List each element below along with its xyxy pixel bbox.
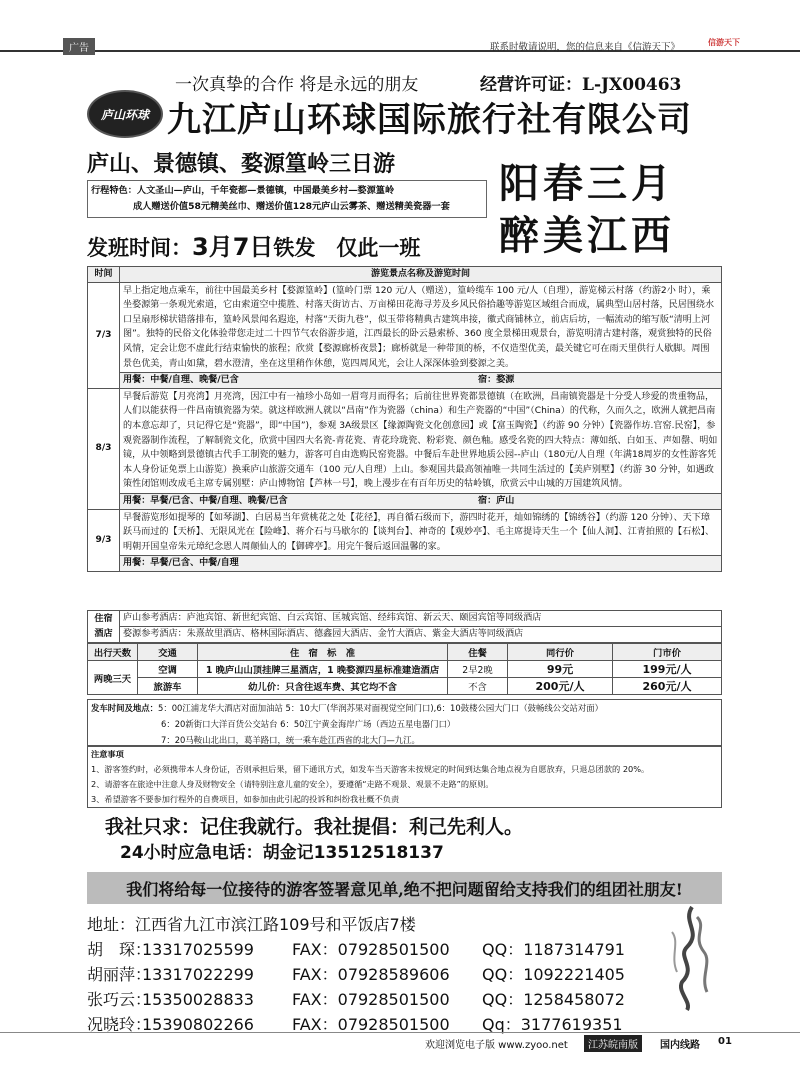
emergency-hotline: 24小时应急电话：胡金记13512518137: [120, 843, 444, 863]
stay-label: 宿：庐山: [478, 495, 515, 506]
ad-tag: 广告: [63, 38, 95, 55]
hotel-line: 婺源参考酒店：朱熹故里酒店、格林国际酒店、德鑫园大酒店、金竹大酒店、紫金大酒店等同级酒店: [120, 627, 722, 643]
table-header: 出行天数: [88, 644, 138, 661]
notes-box: [87, 746, 722, 808]
departure-point: 7：20马鞍山北出口，葛羊路口，统一乘车赴江西省的北大门—九江。: [161, 735, 420, 745]
contact-mobile: 15350028833: [142, 990, 254, 1009]
contact-name: 胡 琛：: [87, 940, 152, 959]
contact-name: 况晓玲：: [87, 1015, 152, 1034]
notes-title: 注意事项: [91, 749, 124, 759]
table-header: 交通: [138, 644, 198, 661]
peer-price: 99元: [508, 661, 613, 678]
license-number: 经营许可证：L-JX00463: [480, 75, 682, 95]
contact-name: 张巧云：: [87, 990, 152, 1009]
pledge-banner: 我们将给每一位接待的游客签署意见单,绝不把问题留给支持我们的组团社朋友!: [87, 872, 722, 904]
contact-fax: FAX：07928501500: [292, 940, 450, 959]
departure-day: 3月7日: [192, 233, 274, 261]
contact-row: [87, 987, 647, 1012]
day-cell: 8/3: [88, 388, 120, 509]
contact-mobile: 13317025599: [142, 940, 254, 959]
hotel-line: 庐山参考酒店：庐池宾馆、新世纪宾馆、白云宾馆、匡城宾馆、经纬宾馆、新云天、颐园宾馆等同级酒店: [120, 611, 722, 627]
contact-qq: QQ：1092221405: [482, 965, 625, 984]
top-header-bar: [0, 0, 800, 52]
transport: 旅游车: [138, 678, 198, 695]
meal-label: 用餐：早餐/已含、中餐/自理、晚餐/已含: [123, 495, 288, 506]
table-header: 住餐: [448, 644, 508, 661]
table-header: 门市价: [613, 644, 722, 661]
day-description: 早上指定地点乘车，前往中国最美乡村【婺源篁岭】(篁岭门票 120 元/人（赠送），篁岭缆车 100 元/人（自理），游览梯云村落（约游2小 时），乘坐婺源第一条观光索道，它由索道空中揽胜、村落天街访古、万亩梯田花海寻芳及乡风民俗拾趣等游览区域组合而成，属典型山居村落，民居围绕水口呈扇形梯状错落排布，篁岭风景闻名遐迩，村落“天街九巷”，似玉带将精典古建筑串接，徽式商铺林立，前店后坊，一幅流动的缩写版“清明上河图”。独特的民俗文化体验带您走过二十四节气农俗游步道，江西最长的卧云悬索桥、360 度全景梯田观景台，游览明清古建村落，观赏独特的民俗风情，定会让您不虚此行结束愉快的旅程；欣赏【婺源廊桥夜景】；廊桥就是一种带顶的桥，不仅造型优美，最关键它可在雨天里供行人歇脚。周围景色优美，青山如黛，碧水澄清，坐在这里稍作休憩，览四周风光，会让人深深体验到婺源之美。: [120, 282, 722, 373]
day-cell: 7/3: [88, 282, 120, 388]
advertisement: [87, 52, 722, 1052]
meal-row: [120, 493, 722, 509]
contact-mobile: 15390802266: [142, 1015, 254, 1034]
table-header: 住 宿 标 准: [198, 644, 448, 661]
page-number: 01: [718, 1036, 732, 1047]
departure-point: 5：00江浦龙华大酒店对面加油站 5：10大厂(华润苏果对面视觉空间门口),6：10鼓楼公园大门口（鼓畅线公交站对面）: [158, 703, 604, 713]
contact-hint: 联系时敬请说明，您的信息来自《信游天下》: [490, 42, 681, 53]
departure-date: [87, 227, 420, 262]
departure-line: [91, 700, 718, 716]
child-price-note: 幼儿价：只含往返车费、其它均不含: [198, 678, 448, 695]
hotel-table: [87, 610, 722, 643]
day-description: 早餐后游览【月亮湾】月亮湾，因江中有一袖珍小岛如一眉弯月而得名；后前往世界瓷都景德镇（在欧洲，昌南镇瓷器是十分受人珍爱的贵重物品，人们以能获得一件昌南镇瓷器为荣。就这样欧洲人就以“昌南”作为瓷器（china）和生产瓷器的“中国”（China）的代称，久而久之，欧洲人就把昌南的本意忘却了，只记得它是“瓷器”，即“中国”)，参观 3A级景区【缘源陶瓷文化创意园】或【富玉陶瓷】（约游 90 分钟）【瓷器作坊.官窑.民窑】，参观瓷器制作流程，了解制瓷文化，欣赏中国四大名瓷-青花瓷、青花玲珑瓷、粉彩瓷、颜色釉。感受名瓷的四大特点：薄如纸、白如玉、声如罄、明如镜，从中领略到景德镇古代手工制瓷的魅力，游客可自由选购民窑瓷器。中餐后车赴世界地质公园--庐山（180元/人自理（年满18周岁的女性游客凭本人身份证免票上山游览）换乘庐山旅游交通车（100 元/人自理）上山。参观国共最高领袖唯一共同生活过的【美庐别墅】（约游 30 分钟，如遇政策性闭馆则改成毛主席专属别墅：庐山博物馆【芦林一号】，晚上漫步在有百年历史的牯岭镇，欣赏云中山城的万国建筑风情。: [120, 388, 722, 493]
features-line: 行程特色：人文圣山—庐山，千年瓷都—景德镇，中国最美乡村—婺源篁岭: [91, 185, 395, 196]
slogan: 一次真挚的合作 将是永远的朋友: [175, 75, 419, 95]
meal-row: [120, 373, 722, 389]
departure-note: 铁发 仅此一班: [273, 236, 421, 260]
departure-point: 6：20新街口大洋百货公交站台 6：50江宁黄金海岸广场（西边五星电器门口）: [161, 719, 456, 729]
price-table: [87, 643, 722, 695]
tour-features: [87, 180, 487, 218]
day-description: 早餐游览形如提琴的【如琴湖】、白居易当年赏桃花之处【花径】，再自循石级而下，游四时花开，灿如锦绣的【锦绣谷】（约游 120 分钟）、天下璋跃马而过的【天桥】、无限风光在【险峰】、蒋介石与马歇尔的【谈判台】、神奇的【观妙亭】、毛主席提诗天生一个【仙人洞】、江青拍照的【石松】、明朝开国皇帝朱元璋纪念恩人周颠仙人的【御碑亭】。用完午餐后返回温馨的家。: [120, 509, 722, 556]
address: 地址：江西省九江市滨江路109号和平饭店7楼: [87, 915, 416, 934]
contact-mobile: 13317022299: [142, 965, 254, 984]
publisher-logo: 信游天下: [708, 38, 740, 47]
departure-points: [87, 699, 722, 746]
table-header: 时间: [88, 267, 120, 283]
contact-row: [87, 937, 647, 962]
company-motto: 我社只求：记住我就行。我社提倡：利己先利人。: [105, 816, 524, 838]
contact-qq: QQ：1187314791: [482, 940, 625, 959]
promo-headline: 醉美江西: [499, 213, 675, 259]
meal-label: 用餐：早餐/已含、中餐/自理: [123, 558, 239, 569]
ink-painting-image: [662, 902, 722, 1012]
retail-price: 199元/人: [613, 661, 722, 678]
transport: 空调: [138, 661, 198, 678]
footer-section: 国内线路: [660, 1040, 700, 1051]
company-logo: 庐山环球: [87, 90, 163, 138]
peer-price: 200元/人: [508, 678, 613, 695]
contact-fax: FAX：07928501500: [292, 990, 450, 1009]
departure-points-label: 发车时间及地点：: [91, 703, 158, 713]
note-item: 1、游客签约时，必须携带本人身份证，否则承担后果，留下通讯方式，如发车当天游客未按规定的时间到达集合地点视为自愿放弃，只退总团款的 20%。: [91, 764, 650, 774]
table-header: 游览景点名称及游览时间: [120, 267, 722, 283]
note-item: 3、希望游客不要参加行程外的自费项目，如参加由此引起的投诉和纠纷我社概不负责: [91, 794, 400, 804]
table-header: 同行价: [508, 644, 613, 661]
contact-row: [87, 962, 647, 987]
meal-plan: 不含: [448, 678, 508, 695]
retail-price: 260元/人: [613, 678, 722, 695]
contact-qq: QQ：1258458072: [482, 990, 625, 1009]
company-name: 九江庐山环球国际旅行社有限公司: [167, 100, 692, 140]
trip-length: 两晚三天: [88, 661, 138, 695]
contact-list: [87, 912, 647, 1037]
route-title: 庐山、景德镇、婺源篁岭三日游: [87, 152, 396, 177]
stay-label: 宿：婺源: [478, 375, 515, 386]
footer-edition: 江苏皖南版: [584, 1035, 642, 1052]
contact-fax: FAX：07928589606: [292, 965, 450, 984]
note-item: 2、请游客在旅途中注意人身及财物安全（请特别注意儿童的安全），要遵循“走路不观景、观景不走路”的原则。: [91, 779, 494, 789]
itinerary-table: [87, 266, 722, 572]
departure-label: 发班时间：: [87, 236, 192, 260]
day-cell: 9/3: [88, 509, 120, 571]
meal-label: 用餐：中餐/自理、晚餐/已含: [123, 375, 239, 386]
contact-fax: FAX：07928501500: [292, 1015, 450, 1034]
contact-qq: Qq：3177619351: [482, 1015, 623, 1034]
meal-row: [120, 556, 722, 572]
stay-standard: 1 晚庐山山顶挂牌三星酒店，1 晚婺源四星标准建造酒店: [198, 661, 448, 678]
meal-plan: 2早2晚: [448, 661, 508, 678]
promo-headline: 阳春三月: [499, 161, 675, 207]
footer-website: 欢迎浏览电子版 www.zyoo.net: [425, 1040, 568, 1051]
features-line: 成人赠送价值58元精美丝巾、赠送价值128元庐山云雾茶、赠送精美瓷器一套: [133, 201, 450, 212]
contact-name: 胡丽萍：: [87, 965, 152, 984]
hotel-label: 住宿酒店: [88, 611, 120, 643]
page-footer: [0, 1032, 800, 1054]
